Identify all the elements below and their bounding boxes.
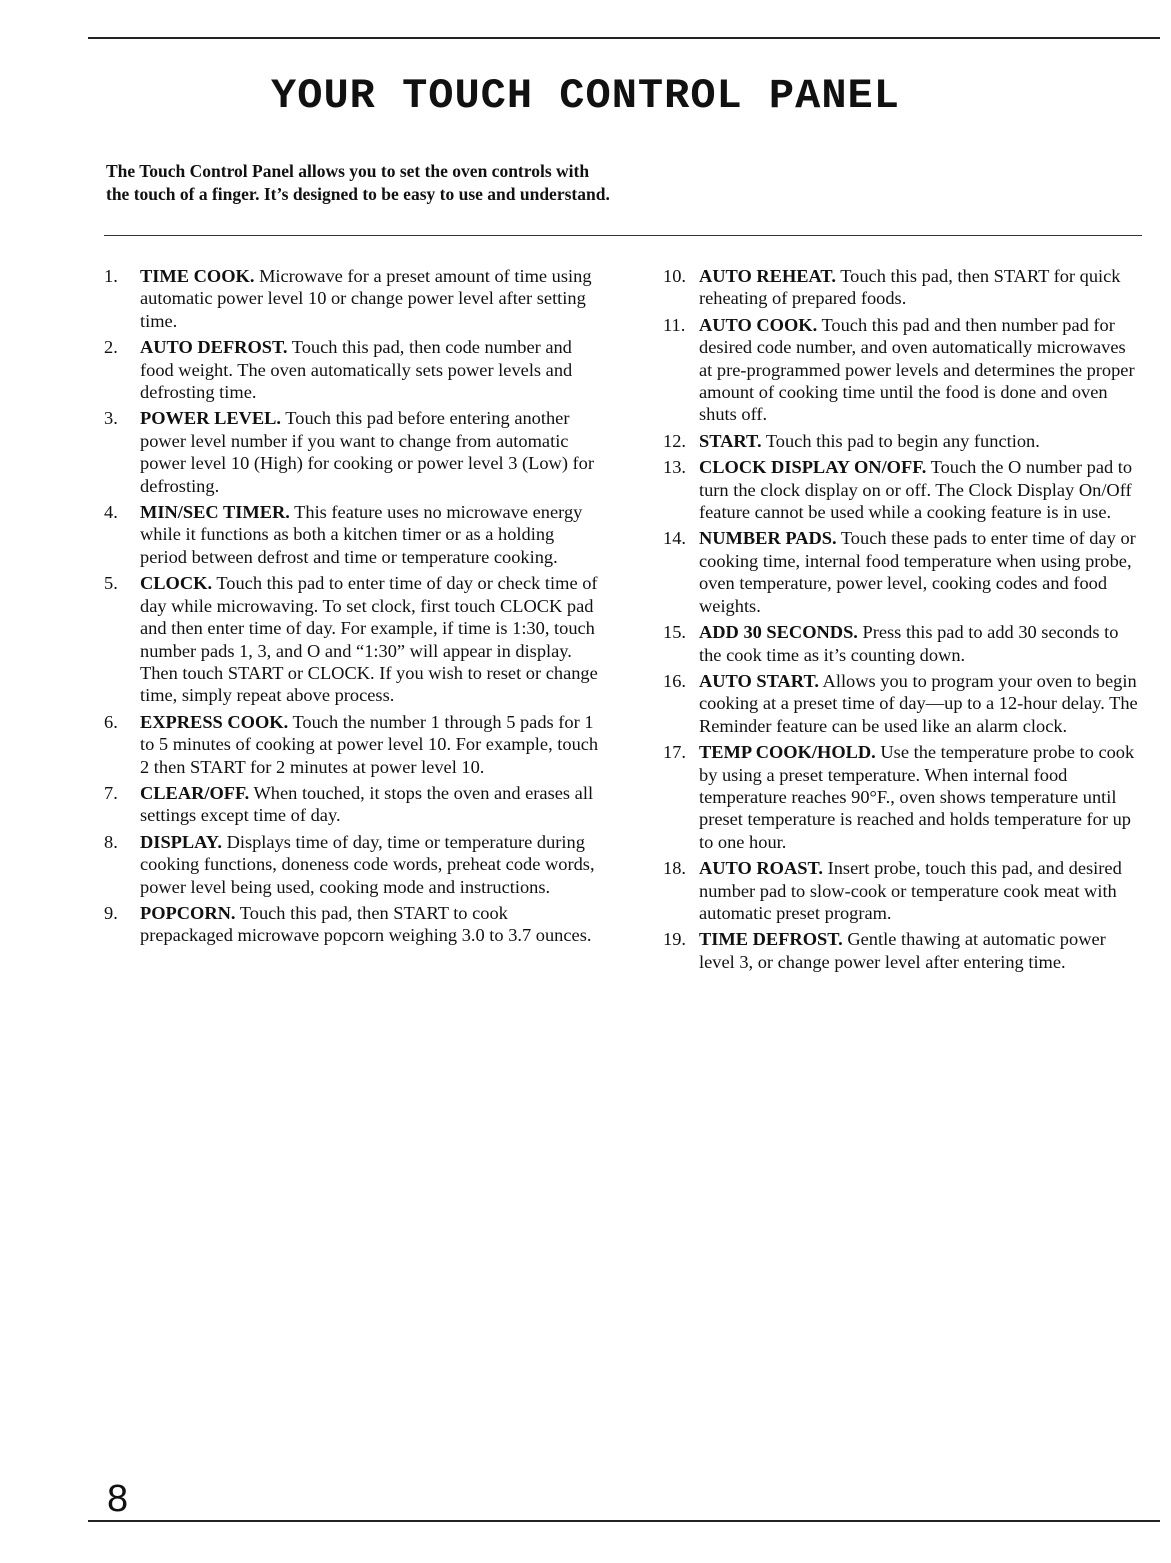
item-text: Allows you to program your oven to begin cooking at a preset time of day—up to a 12-hour delay. The Reminder feature can be used like an alarm clock. bbox=[699, 670, 1138, 736]
feature-item bbox=[663, 741, 1143, 853]
item-term: TEMP COOK/HOLD. bbox=[699, 742, 876, 763]
feature-item bbox=[663, 857, 1143, 924]
item-text: Touch this pad before entering another power level number if you want to change from automatic power level 10 (High) for cooking or power level 3 (Low) for defrosting. bbox=[140, 408, 595, 496]
feature-item bbox=[663, 670, 1143, 737]
item-text: Touch this pad, then START to cook prepackaged microwave popcorn weighing 3.0 to 3.7 ounces. bbox=[140, 902, 592, 946]
feature-item bbox=[104, 572, 604, 706]
feature-item bbox=[663, 314, 1143, 426]
feature-list-left bbox=[104, 265, 604, 951]
item-text: Touch this pad, then code number and food weight. The oven automatically sets power levels and defrosting time. bbox=[140, 337, 573, 403]
item-text: Use the temperature probe to cook by using a preset temperature. When internal food temperature reaches 90°F., oven shows temperature until preset temperature is reached and holds temperature for up to one hour. bbox=[699, 742, 1135, 852]
item-term: AUTO DEFROST. bbox=[140, 337, 288, 358]
item-number: 19. bbox=[663, 929, 686, 950]
item-term: START. bbox=[699, 430, 762, 451]
item-text: When touched, it stops the oven and erases all settings except time of day. bbox=[140, 782, 594, 826]
item-term: EXPRESS COOK. bbox=[140, 711, 289, 732]
item-term: POPCORN. bbox=[140, 902, 236, 923]
feature-item bbox=[104, 711, 604, 778]
item-number: 18. bbox=[663, 858, 686, 879]
item-term: POWER LEVEL. bbox=[140, 408, 282, 429]
item-text: Displays time of day, time or temperature during cooking functions, doneness code words, preheat code words, power level being used, cooking mode and instructions. bbox=[140, 831, 595, 897]
item-number: 9. bbox=[104, 902, 118, 923]
item-term: AUTO REHEAT. bbox=[699, 266, 836, 286]
feature-item bbox=[663, 430, 1143, 452]
item-term: CLOCK DISPLAY ON/OFF. bbox=[699, 457, 927, 478]
item-text: Touch the number 1 through 5 pads for 1 to 5 minutes of cooking at power level 10. For example, touch 2 then START for 2 minutes at power level 10. bbox=[140, 711, 599, 777]
item-number: 11. bbox=[663, 314, 686, 335]
item-term: NUMBER PADS. bbox=[699, 528, 837, 549]
feature-item bbox=[104, 831, 604, 898]
feature-item bbox=[104, 336, 604, 403]
item-term: ADD 30 SECONDS. bbox=[699, 622, 858, 643]
item-number: 10. bbox=[663, 266, 686, 286]
item-number: 4. bbox=[104, 502, 118, 523]
item-number: 15. bbox=[663, 622, 686, 643]
bottom-rule bbox=[88, 1520, 1160, 1522]
intro-line-2: the touch of a finger. It’s designed to be easy to use and understand. bbox=[106, 184, 610, 204]
intro-line-1: The Touch Control Panel allows you to set the oven controls with bbox=[106, 161, 590, 181]
feature-item bbox=[104, 407, 604, 497]
item-number: 16. bbox=[663, 670, 686, 691]
feature-item bbox=[104, 782, 604, 827]
feature-item bbox=[663, 265, 1143, 310]
item-number: 1. bbox=[104, 266, 118, 286]
item-number: 6. bbox=[104, 711, 118, 732]
top-rule bbox=[88, 37, 1160, 39]
item-text: Touch the O number pad to turn the clock display on or off. The Clock Display On/Off feature cannot be used while a cooking feature is in use. bbox=[699, 457, 1133, 523]
item-term: DISPLAY. bbox=[140, 831, 222, 852]
item-term: TIME COOK. bbox=[140, 266, 255, 286]
item-text: Touch this pad to begin any function. bbox=[765, 430, 1040, 451]
item-number: 17. bbox=[663, 742, 686, 763]
page-title: YOUR TOUCH CONTROL PANEL bbox=[271, 72, 900, 120]
feature-item bbox=[663, 928, 1143, 973]
section-rule bbox=[104, 235, 1142, 236]
page-number: 8 bbox=[107, 1478, 129, 1520]
item-text: Touch this pad, then START for quick reheating of prepared foods. bbox=[699, 266, 1121, 309]
item-number: 12. bbox=[663, 430, 686, 451]
item-text: Touch this pad to enter time of day or check time of day while microwaving. To set clock, first touch CLOCK pad and then enter time of day. For example, if time is 1:30, touch number pads 1, 3, and O and “1:30” will appear in display. Then touch START or CLOCK. If you wish to reset or change time, simply repeat above process. bbox=[140, 573, 598, 706]
item-number: 5. bbox=[104, 573, 118, 594]
item-term: AUTO COOK. bbox=[699, 314, 818, 335]
item-number: 8. bbox=[104, 831, 118, 852]
item-text: Insert probe, touch this pad, and desired number pad to slow-cook or temperature cook meat with automatic preset program. bbox=[699, 858, 1122, 923]
item-term: CLOCK. bbox=[140, 573, 213, 594]
item-text: Touch these pads to enter time of day or cooking time, internal food temperature when using probe, oven temperature, power level, cooking codes and food weights. bbox=[699, 528, 1136, 616]
item-text: Gentle thawing at automatic power level 3, or change power level after entering time. bbox=[699, 929, 1106, 972]
item-text: Touch this pad and then number pad for desired code number, and oven automatically microwaves at pre-programmed power levels and determines the proper amount of cooking time until the food is done and oven shuts off. bbox=[699, 314, 1135, 425]
item-term: AUTO START. bbox=[699, 670, 819, 691]
feature-item bbox=[104, 902, 604, 947]
item-term: TIME DEFROST. bbox=[699, 929, 843, 950]
item-text: This feature uses no microwave energy while it functions as both a kitchen timer or as a holding period between defrost and time or temperature cooking. bbox=[140, 502, 583, 567]
item-number: 3. bbox=[104, 408, 118, 429]
item-term: AUTO ROAST. bbox=[699, 858, 823, 879]
feature-item bbox=[104, 501, 604, 568]
item-number: 7. bbox=[104, 782, 118, 803]
feature-item bbox=[663, 527, 1143, 617]
item-term: MIN/SEC TIMER. bbox=[140, 502, 290, 523]
item-term: CLEAR/OFF. bbox=[140, 782, 250, 803]
item-text: Press this pad to add 30 seconds to the cook time as it’s counting down. bbox=[699, 622, 1119, 665]
feature-item bbox=[663, 456, 1143, 523]
feature-item bbox=[104, 265, 604, 332]
item-number: 14. bbox=[663, 528, 686, 549]
item-number: 13. bbox=[663, 457, 686, 478]
feature-item bbox=[663, 621, 1143, 666]
intro-paragraph bbox=[106, 160, 1086, 206]
item-text: Microwave for a preset amount of time using automatic power level 10 or change power level after setting time. bbox=[140, 266, 592, 331]
feature-list-right bbox=[663, 265, 1143, 977]
item-number: 2. bbox=[104, 337, 118, 358]
